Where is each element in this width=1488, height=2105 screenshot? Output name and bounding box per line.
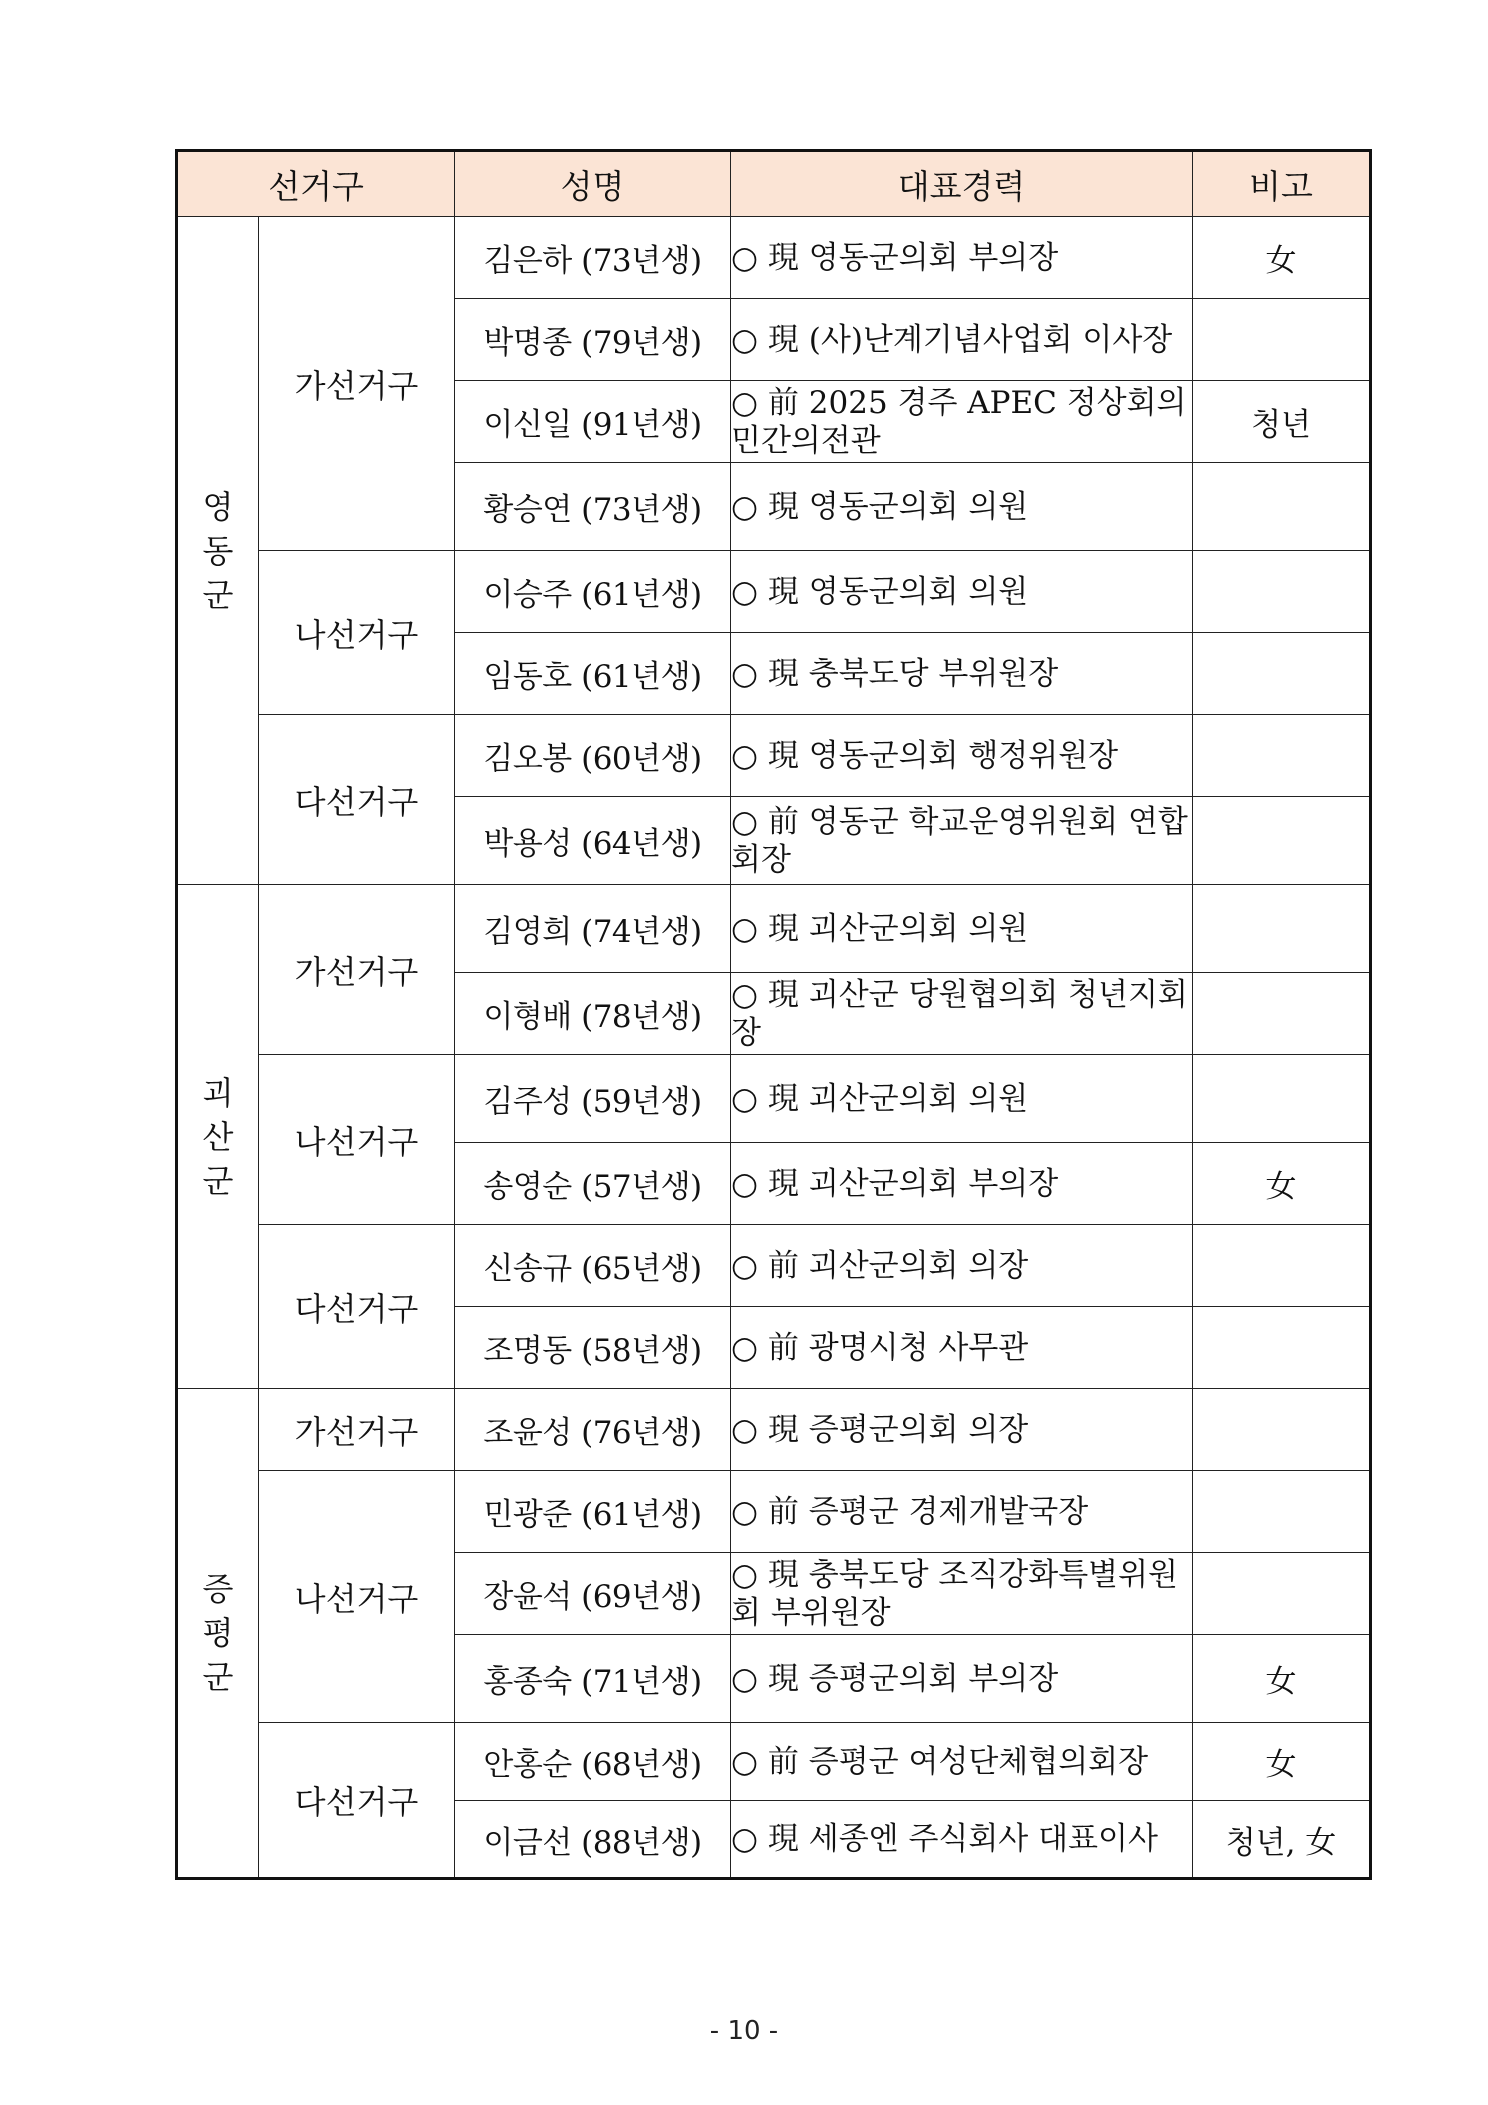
candidate-career: ○ 前 2025 경주 APEC 정상회의 민간의전관 [731,381,1193,463]
candidate-career: ○ 現 괴산군 당원협의회 청년지회장 [731,973,1193,1055]
candidate-name: 김은하 (73년생) [455,217,731,299]
candidate-name: 박용성 (64년생) [455,797,731,885]
region-char: 증 [202,1570,234,1608]
candidate-career: ○ 現 영동군의회 행정위원장 [731,715,1193,797]
candidate-career: ○ 前 증평군 여성단체협의회장 [731,1723,1193,1801]
district-cell: 다선거구 [259,715,455,885]
candidate-name: 안홍순 (68년생) [455,1723,731,1801]
region-char: 군 [202,1161,234,1200]
candidate-name: 박명종 (79년생) [455,299,731,381]
region-char: 평 [202,1614,234,1652]
candidate-name: 김주성 (59년생) [455,1055,731,1143]
table-row [177,715,1371,797]
candidate-name: 임동호 (61년생) [455,633,731,715]
district-cell: 가선거구 [259,217,455,551]
candidate-name: 조명동 (58년생) [455,1307,731,1389]
candidate-career: ○ 現 괴산군의회 의원 [731,885,1193,973]
region-cell [177,217,259,885]
candidate-career: ○ 現 괴산군의회 부의장 [731,1143,1193,1225]
header-name: 성명 [455,151,731,217]
candidate-career: ○ 現 충북도당 조직강화특별위원회 부위원장 [731,1553,1193,1635]
district-cell: 나선거구 [259,1471,455,1723]
region-char: 괴 [202,1073,234,1112]
candidate-note [1193,715,1371,797]
candidate-note [1193,1055,1371,1143]
region-char: 군 [202,575,234,614]
candidate-career: ○ 現 영동군의회 부의장 [731,217,1193,299]
table-row [177,217,1371,299]
region-char: 동 [202,531,234,570]
candidate-note [1193,1389,1371,1471]
candidate-note [1193,1553,1371,1635]
district-cell: 다선거구 [259,1225,455,1389]
header-career: 대표경력 [731,151,1193,217]
table-row [177,1225,1371,1307]
candidate-career: ○ 現 영동군의회 의원 [731,463,1193,551]
header-note: 비고 [1193,151,1371,217]
table-row [177,1389,1371,1471]
candidate-name: 김영희 (74년생) [455,885,731,973]
table-row [177,1055,1371,1143]
district-cell: 다선거구 [259,1723,455,1879]
candidate-name: 이신일 (91년생) [455,381,731,463]
candidate-name: 홍종숙 (71년생) [455,1635,731,1723]
candidate-note [1193,1225,1371,1307]
candidate-note: 女 [1193,1143,1371,1225]
candidate-name: 이금선 (88년생) [455,1801,731,1879]
candidate-name: 조윤성 (76년생) [455,1389,731,1471]
candidate-name: 송영순 (57년생) [455,1143,731,1225]
candidate-career: ○ 現 괴산군의회 의원 [731,1055,1193,1143]
candidate-note [1193,1471,1371,1553]
candidate-career: ○ 現 증평군의회 부의장 [731,1635,1193,1723]
region-cell [177,1389,259,1879]
region-char: 산 [202,1117,234,1156]
page-number: - 10 - [709,2016,779,2046]
candidate-name: 황승연 (73년생) [455,463,731,551]
candidate-career: ○ 前 증평군 경제개발국장 [731,1471,1193,1553]
table-row [177,551,1371,633]
candidate-name: 이형배 (78년생) [455,973,731,1055]
candidate-table [175,149,1372,1880]
candidate-name: 김오봉 (60년생) [455,715,731,797]
table-row [177,885,1371,973]
candidate-name: 이승주 (61년생) [455,551,731,633]
district-cell: 나선거구 [259,551,455,715]
candidate-note [1193,973,1371,1055]
table-header-row [177,151,1371,217]
candidate-name: 민광준 (61년생) [455,1471,731,1553]
table-row [177,1723,1371,1801]
candidate-note: 女 [1193,1635,1371,1723]
candidate-career: ○ 現 영동군의회 의원 [731,551,1193,633]
region-char: 영 [202,487,234,526]
region-char: 군 [202,1658,234,1696]
candidate-career: ○ 現 세종엔 주식회사 대표이사 [731,1801,1193,1879]
region-cell [177,885,259,1389]
candidate-career: ○ 前 영동군 학교운영위원회 연합회장 [731,797,1193,885]
candidate-note: 청년 [1193,381,1371,463]
table-body [177,217,1371,1879]
district-cell: 나선거구 [259,1055,455,1225]
candidate-note [1193,1307,1371,1389]
candidate-career: ○ 現 증평군의회 의장 [731,1389,1193,1471]
candidate-note [1193,885,1371,973]
candidate-note [1193,797,1371,885]
candidate-career: ○ 現 (사)난계기념사업회 이사장 [731,299,1193,381]
candidate-name: 장윤석 (69년생) [455,1553,731,1635]
district-cell: 가선거구 [259,885,455,1055]
candidate-note: 청년, 女 [1193,1801,1371,1879]
candidate-career: ○ 前 괴산군의회 의장 [731,1225,1193,1307]
header-district: 선거구 [177,151,455,217]
candidate-career: ○ 現 충북도당 부위원장 [731,633,1193,715]
candidate-note [1193,299,1371,381]
candidate-note [1193,551,1371,633]
district-cell: 가선거구 [259,1389,455,1471]
candidate-career: ○ 前 광명시청 사무관 [731,1307,1193,1389]
candidate-note: 女 [1193,1723,1371,1801]
candidate-note [1193,463,1371,551]
candidate-note [1193,633,1371,715]
candidate-note: 女 [1193,217,1371,299]
candidate-name: 신송규 (65년생) [455,1225,731,1307]
table-row [177,1471,1371,1553]
